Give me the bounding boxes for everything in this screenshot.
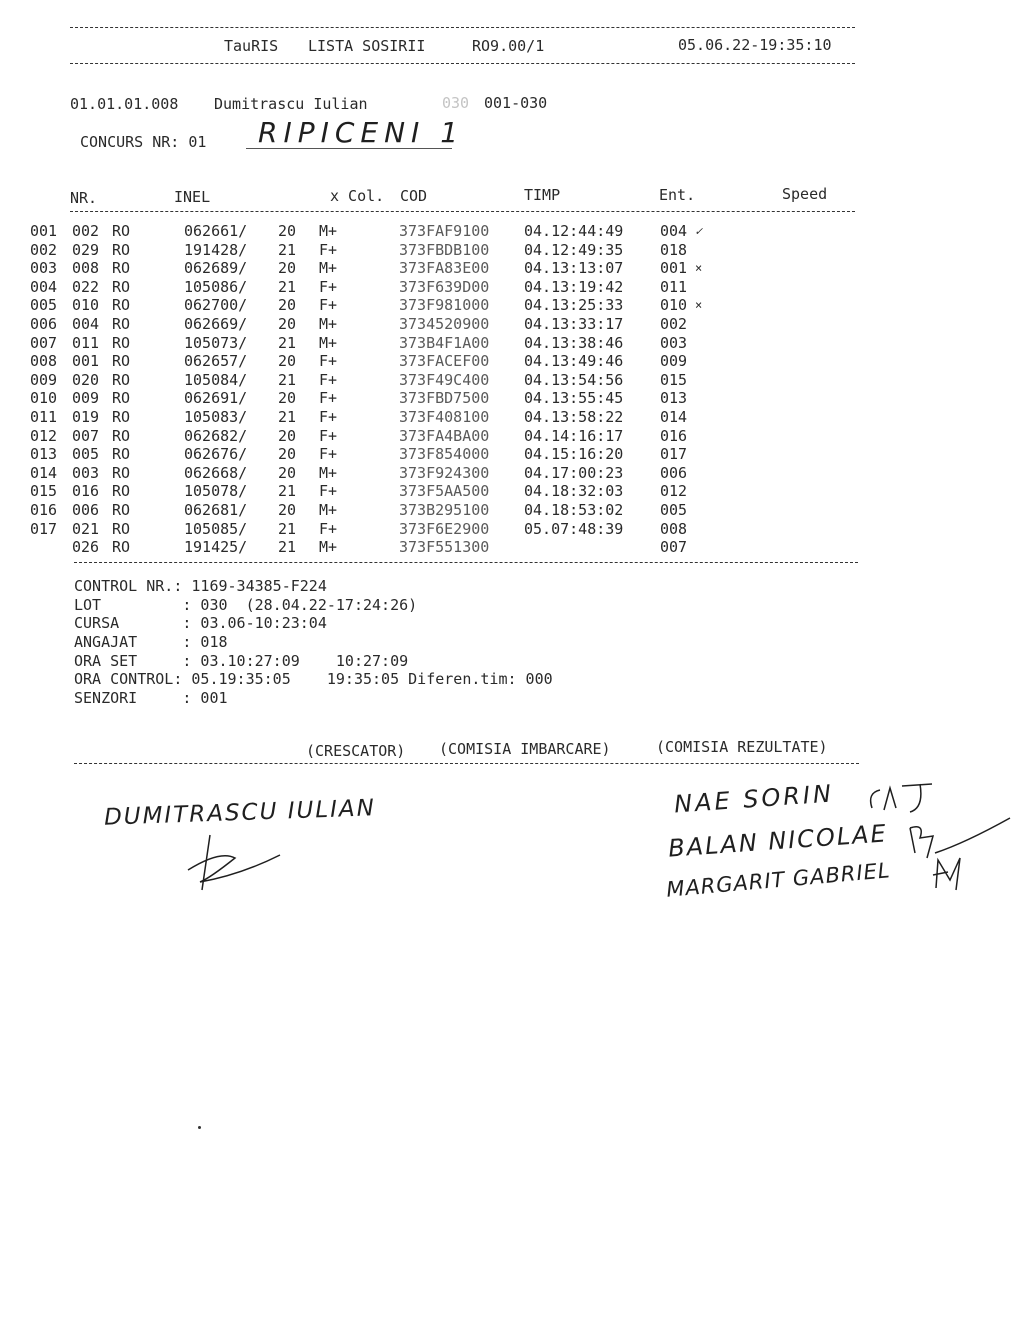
col-speed: Speed	[782, 185, 828, 203]
cell-ring: 062657/	[184, 352, 248, 371]
cell-ent: 017	[660, 445, 688, 464]
cell-ent: 015	[660, 370, 688, 389]
cell-time: 04.13:54:56	[524, 370, 624, 389]
cell-year: 21	[278, 538, 297, 557]
cell-cod: 373FBDB100	[399, 240, 490, 259]
cell-year: 21	[278, 333, 297, 352]
senzori-line: SENZORI : 001	[74, 689, 228, 707]
cell-cod: 373F6E2900	[399, 519, 490, 538]
cell-sex: M+	[319, 222, 338, 240]
concurs-label: CONCURS NR: 01	[80, 133, 207, 151]
cell-pos: 009	[30, 370, 58, 389]
table-row	[30, 296, 860, 314]
label-comisia-rezultate: (COMISIA REZULTATE)	[656, 738, 828, 756]
fancier-count: 030	[442, 94, 470, 112]
cell-cod: 373F49C400	[399, 370, 490, 389]
cell-pos: 017	[30, 519, 58, 538]
cell-ring: 191425/	[184, 538, 248, 557]
label-crescator: (CRESCATOR)	[306, 742, 406, 760]
cell-time: 04.12:49:35	[524, 240, 624, 259]
table-row	[30, 278, 860, 296]
cell-ring: 105078/	[184, 482, 248, 501]
cell-year: 20	[278, 315, 297, 333]
cell-year: 20	[278, 501, 297, 519]
cell-ring: 062682/	[184, 426, 248, 445]
cell-pos: 003	[30, 259, 58, 278]
table-row	[30, 334, 860, 352]
cell-year: 21	[278, 482, 297, 501]
cell-sex: F+	[319, 277, 338, 296]
table-row	[30, 445, 860, 463]
cell-pos: 012	[30, 426, 58, 445]
cell-time: 04.13:55:45	[524, 389, 624, 408]
cell-time: 04.15:16:20	[524, 445, 624, 464]
breeder-handwritten-name: DUMITRASCU IULIAN	[103, 795, 377, 831]
commission-name-1: NAE SORIN	[673, 779, 835, 819]
cell-pos: 007	[30, 333, 58, 352]
cell-cod: 373F981000	[399, 296, 490, 315]
cell-pos: 015	[30, 482, 58, 501]
cell-ring: 062691/	[184, 389, 248, 408]
cell-year: 20	[278, 445, 297, 464]
table-row	[30, 520, 860, 538]
cell-country: RO	[112, 259, 131, 278]
ora-control-line: ORA CONTROL: 05.19:35:05 19:35:05 Diferen.tim: 000	[74, 670, 553, 688]
concurs-underline	[246, 148, 452, 149]
table-row	[30, 408, 860, 426]
cell-cod: 373FAF9100	[399, 222, 490, 240]
cell-sex: F+	[319, 296, 338, 315]
cursa-line: CURSA : 03.06-10:23:04	[74, 614, 327, 632]
table-row	[30, 427, 860, 445]
header-code: RO9.00/1	[472, 37, 545, 55]
fancier-name: Dumitrascu Iulian	[214, 95, 368, 113]
cell-year: 20	[278, 463, 297, 482]
cell-time: 04.18:53:02	[524, 501, 624, 519]
commission-signature-3	[928, 850, 978, 900]
cell-sex: F+	[319, 389, 338, 408]
signatures-rule	[74, 763, 859, 764]
table-row	[30, 464, 860, 482]
cell-ent: 011	[660, 277, 688, 296]
control-nr: CONTROL NR.: 1169-34385-F224	[74, 577, 327, 595]
col-inel: INEL	[174, 188, 211, 206]
table-row	[30, 352, 860, 370]
cell-ent: 012	[660, 482, 688, 501]
cell-pos: 014	[30, 463, 58, 482]
cell-ent: 006	[660, 463, 688, 482]
cell-nr: 026	[72, 538, 100, 557]
cell-cod: 373F408100	[399, 408, 490, 426]
cell-ring: 062669/	[184, 315, 248, 333]
table-row	[30, 222, 860, 240]
cell-pos: 004	[30, 277, 58, 296]
cell-country: RO	[112, 315, 131, 333]
cell-pos: 002	[30, 240, 58, 259]
header-datetime: 05.06.22-19:35:10	[678, 36, 832, 54]
cell-country: RO	[112, 240, 131, 259]
cell-nr: 005	[72, 445, 100, 464]
cell-nr: 001	[72, 352, 100, 371]
cell-ent: 001	[660, 259, 688, 278]
angajat-line: ANGAJAT : 018	[74, 633, 228, 651]
cell-country: RO	[112, 482, 131, 501]
cell-ring: 062700/	[184, 296, 248, 315]
cell-pos: 008	[30, 352, 58, 371]
table-row	[30, 501, 860, 519]
cell-country: RO	[112, 426, 131, 445]
cell-sex: F+	[319, 352, 338, 371]
breeder-signature	[180, 830, 290, 900]
cell-cod: 373F924300	[399, 463, 490, 482]
cell-ring: 062676/	[184, 445, 248, 464]
cell-nr: 016	[72, 482, 100, 501]
cell-time: 05.07:48:39	[524, 519, 624, 538]
cell-sex: M+	[319, 333, 338, 352]
label-comisia-imbarcare: (COMISIA IMBARCARE)	[439, 740, 611, 758]
concurs-handwritten-name: RIPICENI 1	[258, 116, 465, 149]
cell-pos: 013	[30, 445, 58, 464]
cell-country: RO	[112, 519, 131, 538]
cell-pos: 005	[30, 296, 58, 315]
table-row	[30, 371, 860, 389]
commission-name-2: BALAN NICOLAE	[667, 819, 889, 863]
cell-sex: M+	[319, 259, 338, 278]
cell-ent: 010	[660, 296, 688, 315]
cell-ent: 003	[660, 333, 688, 352]
cell-country: RO	[112, 389, 131, 408]
cell-year: 21	[278, 370, 297, 389]
cell-ent: 002	[660, 315, 688, 333]
cell-year: 20	[278, 426, 297, 445]
cell-year: 20	[278, 259, 297, 278]
cell-nr: 008	[72, 259, 100, 278]
cell-ent: 004	[660, 222, 688, 240]
fancier-range: 001-030	[484, 94, 548, 112]
commission-name-3: MARGARIT GABRIEL	[665, 858, 892, 902]
cell-nr: 011	[72, 333, 100, 352]
cell-ring: 105084/	[184, 370, 248, 389]
cell-year: 21	[278, 240, 297, 259]
cell-sex: M+	[319, 315, 338, 333]
cell-ring: 105083/	[184, 408, 248, 426]
col-ent: Ent.	[659, 186, 696, 204]
cell-nr: 019	[72, 408, 100, 426]
cell-ring: 105085/	[184, 519, 248, 538]
cell-time: 04.13:19:42	[524, 277, 624, 296]
fancier-id: 01.01.01.008	[70, 95, 179, 113]
cell-time: 04.17:00:23	[524, 463, 624, 482]
cell-ent: 014	[660, 408, 688, 426]
cell-time: 04.13:58:22	[524, 408, 624, 426]
cell-cod: 373F5AA500	[399, 482, 490, 501]
cell-ent: 007	[660, 538, 688, 557]
cell-year: 20	[278, 296, 297, 315]
cell-ent: 018	[660, 240, 688, 259]
cell-ent: 016	[660, 426, 688, 445]
cell-nr: 020	[72, 370, 100, 389]
speck-dot	[198, 1126, 201, 1129]
cell-mark: ×	[695, 298, 703, 313]
cell-cod: 373FA83E00	[399, 259, 490, 278]
cell-country: RO	[112, 501, 131, 519]
cell-sex: F+	[319, 445, 338, 464]
ora-set-line: ORA SET : 03.10:27:09 10:27:09	[74, 652, 409, 670]
cell-ent: 013	[660, 389, 688, 408]
cell-country: RO	[112, 352, 131, 371]
cell-ent: 008	[660, 519, 688, 538]
cell-time: 04.13:49:46	[524, 352, 624, 371]
cell-sex: F+	[319, 519, 338, 538]
table-row	[30, 482, 860, 500]
cell-sex: M+	[319, 463, 338, 482]
cell-mark: ×	[695, 261, 703, 276]
cell-nr: 006	[72, 501, 100, 519]
cell-year: 21	[278, 277, 297, 296]
cell-country: RO	[112, 538, 131, 557]
cell-time: 04.13:38:46	[524, 333, 624, 352]
cell-ent: 009	[660, 352, 688, 371]
lot-line: LOT : 030 (28.04.22-17:24:26)	[74, 596, 418, 614]
cell-cod: 373FBD7500	[399, 389, 490, 408]
table-row	[30, 315, 860, 333]
cell-time: 04.12:44:49	[524, 222, 624, 240]
cell-cod: 3734520900	[399, 315, 490, 333]
table-row	[30, 389, 860, 407]
col-cod: COD	[400, 187, 428, 205]
header-system: TauRIS	[224, 37, 279, 55]
cell-nr: 029	[72, 240, 100, 259]
cell-nr: 004	[72, 315, 100, 333]
cell-ring: 062681/	[184, 501, 248, 519]
header-bottom-rule	[70, 63, 855, 64]
cell-nr: 010	[72, 296, 100, 315]
cell-cod: 373FACEF00	[399, 352, 490, 371]
cell-sex: M+	[319, 501, 338, 519]
cell-mark: ✓	[695, 224, 703, 238]
cell-year: 21	[278, 519, 297, 538]
cell-year: 20	[278, 222, 297, 240]
cell-nr: 021	[72, 519, 100, 538]
cell-country: RO	[112, 445, 131, 464]
cell-time: 04.13:25:33	[524, 296, 624, 315]
cell-ring: 105086/	[184, 277, 248, 296]
cell-nr: 022	[72, 277, 100, 296]
cell-country: RO	[112, 370, 131, 389]
col-timp: TIMP	[524, 186, 561, 204]
cell-time: 04.14:16:17	[524, 426, 624, 445]
cell-nr: 009	[72, 389, 100, 408]
cell-ring: 105073/	[184, 333, 248, 352]
cell-time: 04.13:13:07	[524, 259, 624, 278]
cell-sex: F+	[319, 240, 338, 259]
header-top-rule	[70, 27, 855, 28]
cell-sex: M+	[319, 538, 338, 557]
cell-sex: F+	[319, 408, 338, 426]
table-row	[30, 538, 860, 556]
col-nr: NR.	[70, 189, 98, 207]
cell-ring: 062689/	[184, 259, 248, 278]
cell-pos: 006	[30, 315, 58, 333]
cell-sex: F+	[319, 426, 338, 445]
columns-rule	[70, 211, 855, 212]
cell-ent: 005	[660, 501, 688, 519]
cell-pos: 001	[30, 222, 58, 240]
cell-time: 04.18:32:03	[524, 482, 624, 501]
cell-ring: 062661/	[184, 222, 248, 240]
cell-sex: F+	[319, 482, 338, 501]
cell-sex: F+	[319, 370, 338, 389]
col-xcol: x Col.	[330, 187, 385, 205]
cell-cod: 373B4F1A00	[399, 333, 490, 352]
cell-nr: 003	[72, 463, 100, 482]
cell-pos: 011	[30, 408, 58, 426]
cell-country: RO	[112, 408, 131, 426]
cell-cod: 373B295100	[399, 501, 490, 519]
cell-country: RO	[112, 222, 131, 240]
cell-country: RO	[112, 277, 131, 296]
cell-pos: 010	[30, 389, 58, 408]
cell-cod: 373F551300	[399, 538, 490, 557]
cell-cod: 373FA4BA00	[399, 426, 490, 445]
cell-nr: 002	[72, 222, 100, 240]
cell-year: 20	[278, 352, 297, 371]
cell-time: 04.13:33:17	[524, 315, 624, 333]
cell-nr: 007	[72, 426, 100, 445]
table-bottom-rule	[74, 562, 858, 563]
header-title: LISTA SOSIRII	[308, 37, 426, 55]
cell-cod: 373F854000	[399, 445, 490, 464]
table-row	[30, 259, 860, 277]
cell-year: 20	[278, 389, 297, 408]
cell-ring: 062668/	[184, 463, 248, 482]
cell-pos: 016	[30, 501, 58, 519]
cell-year: 21	[278, 408, 297, 426]
cell-country: RO	[112, 296, 131, 315]
cell-ring: 191428/	[184, 240, 248, 259]
cell-cod: 373F639D00	[399, 277, 490, 296]
table-row	[30, 241, 860, 259]
cell-country: RO	[112, 463, 131, 482]
cell-country: RO	[112, 333, 131, 352]
